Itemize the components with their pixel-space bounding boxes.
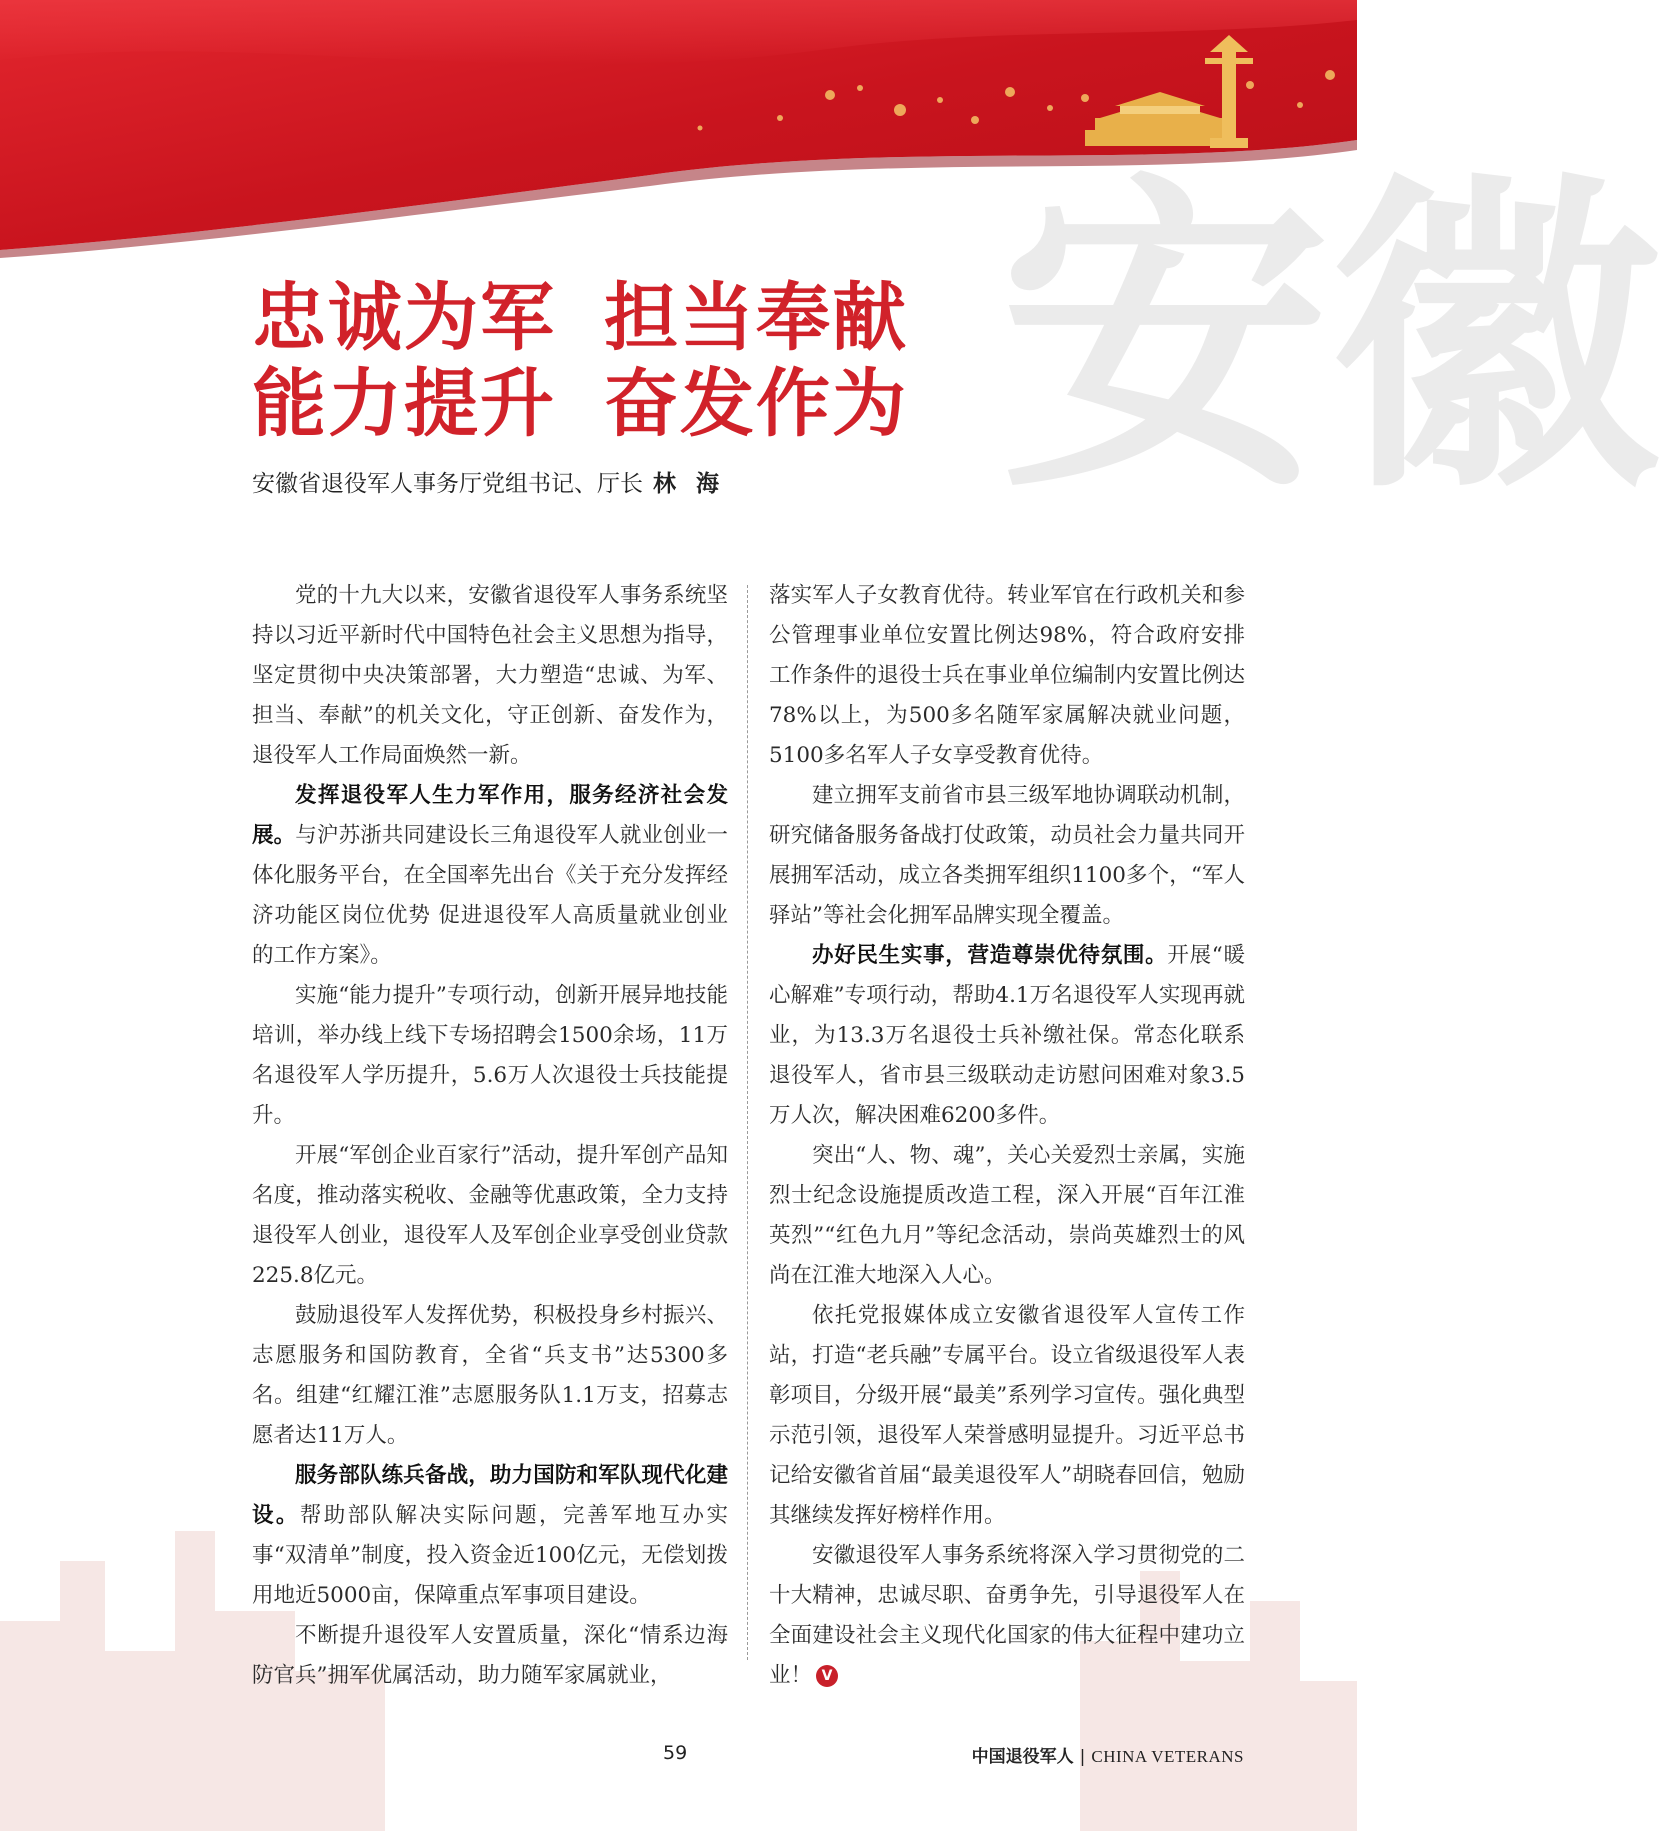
paragraph: 安徽退役军人事务系统将深入学习贯彻党的二十大精神，忠诚尽职、奋勇争先，引导退役军人在全面建设社会主义现代化国家的伟大征程中建功立业！ V: [769, 1543, 1245, 1688]
magazine-name-cn: 中国退役军人: [971, 1747, 1074, 1767]
paragraph: 建立拥军支前省市县三级军地协调联动机制，研究储备服务备战打仗政策，动员社会力量共同开展拥军活动，成立各类拥军组织1100多个，“军人驿站”等社会化拥军品牌实现全覆盖。: [769, 783, 1245, 928]
paragraph: 开展“军创企业百家行”活动，提升军创产品知名度，推动落实税收、金融等优惠政策，全力支持退役军人创业，退役军人及军创企业享受创业贷款225.8亿元。: [252, 1143, 728, 1288]
magazine-name: [972, 1742, 1244, 1767]
paragraph: 依托党报媒体成立安徽省退役军人宣传工作站，打造“老兵融”专属平台。设立省级退役军人表彰项目，分级开展“最美”系列学习宣传。强化典型示范引领，退役军人荣誉感明显提升。习近平总书记给安徽省首届“最美退役军人”胡晓春回信，勉励其继续发挥好榜样作用。: [769, 1303, 1245, 1528]
section-heading: 发挥退役军人生力军作用，服务经济社会发展。: [252, 783, 728, 848]
paragraph: 发挥退役军人生力军作用，服务经济社会发展。与沪苏浙共同建设长三角退役军人就业创业一体化服务平台，在全国率先出台《关于充分发挥经济功能区岗位优势 促进退役军人高质量就业创业的工作方案》。: [252, 783, 728, 968]
paragraph: 实施“能力提升”专项行动，创新开展异地技能培训，举办线上线下专场招聘会1500余场，11万名退役军人学历提升，5.6万人次退役士兵技能提升。: [252, 983, 728, 1128]
paragraph-continued: 落实军人子女教育优待。转业军官在行政机关和参公管理事业单位安置比例达98%，符合政府安排工作条件的退役士兵在事业单位编制内安置比例达78%以上，为500多名随军家属解决就业问题，5100多名军人子女享受教育优待。: [769, 583, 1245, 768]
column-divider: [747, 585, 748, 1660]
section-heading: 办好民生实事，营造尊崇优待氛围。: [812, 943, 1168, 968]
author-name: 林 海: [653, 471, 726, 497]
paragraph: 不断提升退役军人安置质量，深化“情系边海防官兵”拥军优属活动，助力随军家属就业，: [252, 1623, 728, 1688]
paragraph: 党的十九大以来，安徽省退役军人事务系统坚持以习近平新时代中国特色社会主义思想为指导，坚定贯彻中央决策部署，大力塑造“忠诚、为军、担当、奉献”的机关文化，守正创新、奋发作为，退役军人工作局面焕然一新。: [252, 583, 728, 768]
right-column: [769, 576, 1245, 1696]
paragraph: 办好民生实事，营造尊崇优待氛围。开展“暖心解难”专项行动，帮助4.1万名退役军人实现再就业，为13.3万名退役士兵补缴社保。常态化联系退役军人，省市县三级联动走访慰问困难对象3.5万人次，解决困难6200多件。: [769, 943, 1245, 1128]
section-heading: 服务部队练兵备战，助力国防和军队现代化建设。: [252, 1463, 728, 1528]
paragraph: 服务部队练兵备战，助力国防和军队现代化建设。帮助部队解决实际问题，完善军地互办实事“双清单”制度，投入资金近100亿元，无偿划拨用地近5000亩，保障重点军事项目建设。: [252, 1463, 728, 1608]
author-byline: [252, 465, 725, 498]
page-number: 59: [663, 1742, 688, 1764]
magazine-name-en: CHINA VETERANS: [1091, 1747, 1244, 1766]
end-mark-icon: V: [816, 1665, 838, 1687]
paragraph: 突出“人、物、魂”，关心关爱烈士亲属，实施烈士纪念设施提质改造工程，深入开展“百年江淮英烈”“红色九月”等纪念活动，崇尚英雄烈士的风尚在江淮大地深入人心。: [769, 1143, 1245, 1288]
watermark-characters: 安徽: [1000, 148, 1660, 532]
paragraph: 鼓励退役军人发挥优势，积极投身乡村振兴、志愿服务和国防教育，全省“兵支书”达5300多名。组建“红耀江淮”志愿服务队1.1万支，招募志愿者达11万人。: [252, 1303, 728, 1448]
article-title: [252, 275, 908, 447]
title-line-2: 能力提升 奋发作为: [252, 361, 908, 447]
left-column: [252, 576, 728, 1696]
title-line-1: 忠诚为军 担当奉献: [252, 275, 908, 361]
author-role: 安徽省退役军人事务厅党组书记、厅长: [252, 471, 643, 497]
separator: |: [1079, 1747, 1086, 1767]
